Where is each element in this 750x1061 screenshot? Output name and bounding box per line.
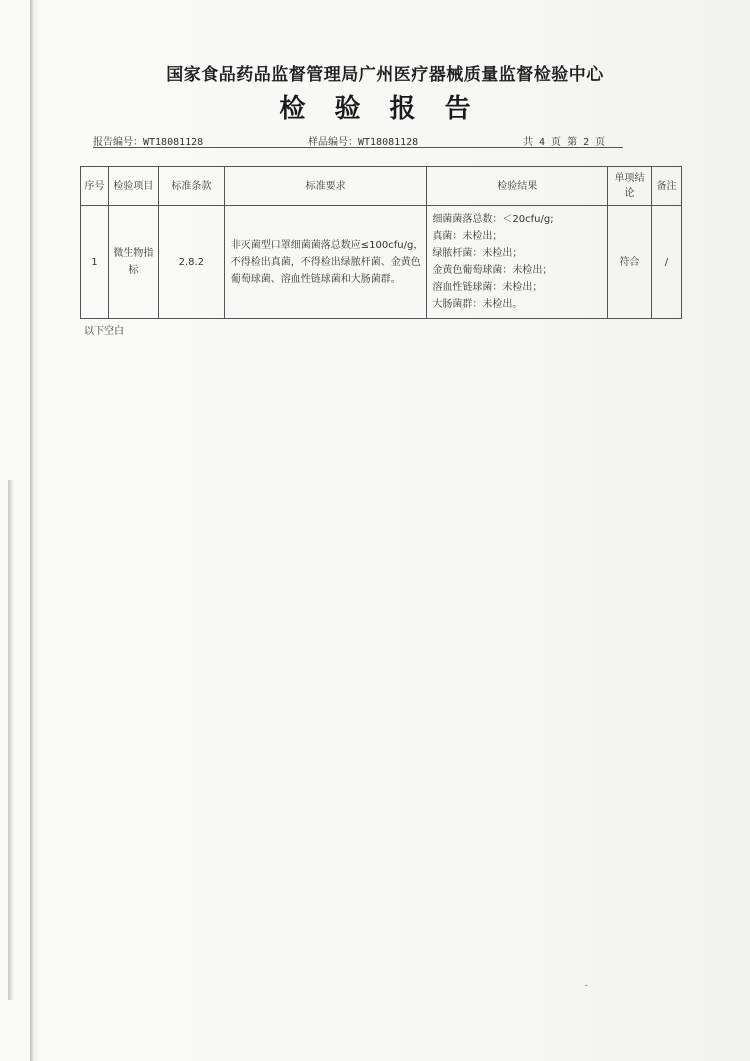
result-line: 金黄色葡萄球菌：未检出； — [432, 265, 553, 276]
report-number: 报告编号：WT18081128 — [93, 137, 204, 148]
report-title: 检 验 报 告 — [279, 94, 481, 124]
cell-item: 微生物指标 — [108, 206, 158, 319]
result-line: 真菌：未检出； — [432, 231, 503, 242]
result-line: 溶血性链球菌：未检出； — [432, 282, 543, 293]
result-line: 大肠菌群：未检出。 — [432, 299, 523, 310]
cell-seq: 1 — [81, 206, 109, 319]
report-meta-line — [93, 131, 623, 148]
header-conclusion: 单项结论 — [608, 167, 652, 206]
scan-speck: ˘ — [584, 985, 589, 995]
cell-result — [427, 206, 608, 319]
blank-below-note: 以下空白 — [84, 326, 124, 337]
scan-shadow-edge-lower — [8, 480, 14, 1000]
result-line: 细菌菌落总数：＜20cfu/g; — [432, 214, 554, 225]
table-row — [81, 206, 682, 319]
organization-name: 国家食品药品监督管理局广州医疗器械质量监督检验中心 — [166, 65, 604, 85]
page-counter: 共 4 页 第 2 页 — [523, 137, 606, 148]
header-seq: 序号 — [81, 167, 109, 206]
header-remark: 备注 — [651, 167, 681, 206]
header-requirement: 标准要求 — [224, 167, 427, 206]
sample-number: 样品编号：WT18081128 — [308, 137, 419, 148]
header-clause: 标准条款 — [158, 167, 224, 206]
cell-remark: / — [651, 206, 681, 319]
inspection-table — [80, 166, 682, 319]
cell-clause: 2.8.2 — [158, 206, 224, 319]
header-item: 检验项目 — [108, 167, 158, 206]
scan-shadow-edge — [30, 0, 40, 1061]
header-result: 检验结果 — [427, 167, 608, 206]
cell-requirement: 非灭菌型口罩细菌菌落总数应≤100cfu/g，不得检出真菌，不得检出绿脓杆菌、金黄色葡萄球菌、溶血性链球菌和大肠菌群。 — [224, 206, 427, 319]
cell-conclusion: 符合 — [608, 206, 652, 319]
table-header-row — [81, 167, 682, 206]
result-line: 绿脓杆菌：未检出； — [432, 248, 523, 259]
